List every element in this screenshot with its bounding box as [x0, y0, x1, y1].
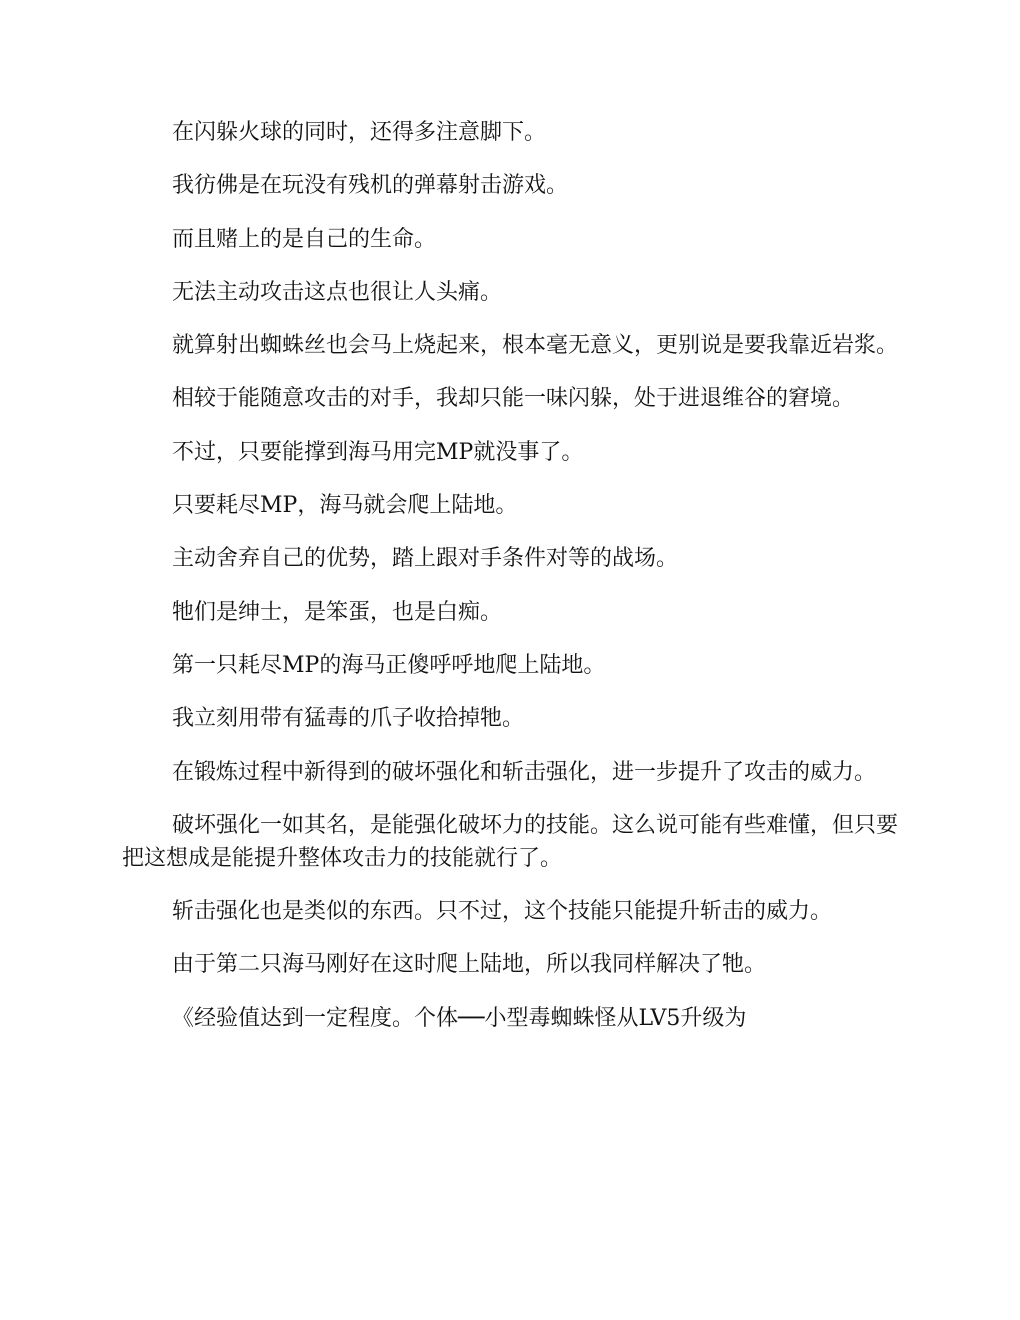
paragraph: 主动舍弃自己的优势，踏上跟对手条件对等的战场。 — [172, 546, 679, 572]
paragraph: 我立刻用带有猛毒的爪子收拾掉牠。 — [172, 706, 525, 732]
paragraph: 我彷佛是在玩没有残机的弹幕射击游戏。 — [172, 173, 569, 199]
paragraph: 由于第二只海马刚好在这时爬上陆地，所以我同样解决了牠。 — [172, 952, 767, 978]
paragraph: 在闪躲火球的同时，还得多注意脚下。 — [172, 120, 547, 145]
paragraph: 在锻炼过程中新得到的破坏强化和斩击强化，进一步提升了攻击的威力。 — [172, 759, 877, 785]
paragraph: 无法主动攻击这点也很让人头痛。 — [172, 279, 503, 305]
paragraph: 破坏强化一如其名，是能强化破坏力的技能。这么说可能有些难懂，但只要把这想成是能提升整体攻击力的技能就行了。 — [122, 812, 899, 871]
paragraph: 而且赌上的是自己的生命。 — [172, 226, 437, 252]
paragraph: 只要耗尽MP，海马就会爬上陆地。 — [172, 493, 518, 519]
paragraph: 不过，只要能撑到海马用完MP就没事了。 — [172, 439, 584, 465]
paragraph: 就算射出蜘蛛丝也会马上烧起来，根本毫无意义，更别说是要我靠近岩浆。 — [172, 333, 899, 359]
paragraph: 相较于能随意攻击的对手，我却只能一味闪躲，处于进退维谷的窘境。 — [172, 386, 855, 412]
paragraph: 牠们是绅士，是笨蛋，也是白痴。 — [172, 599, 503, 625]
document-body — [122, 116, 904, 1055]
paragraph: 第一只耗尽MP的海马正傻呼呼地爬上陆地。 — [172, 652, 606, 678]
paragraph: 《经验值达到一定程度。个体──小型毒蜘蛛怪从LV5升级为 — [172, 1005, 747, 1031]
paragraph: 斩击强化也是类似的东西。只不过，这个技能只能提升斩击的威力。 — [172, 899, 833, 925]
